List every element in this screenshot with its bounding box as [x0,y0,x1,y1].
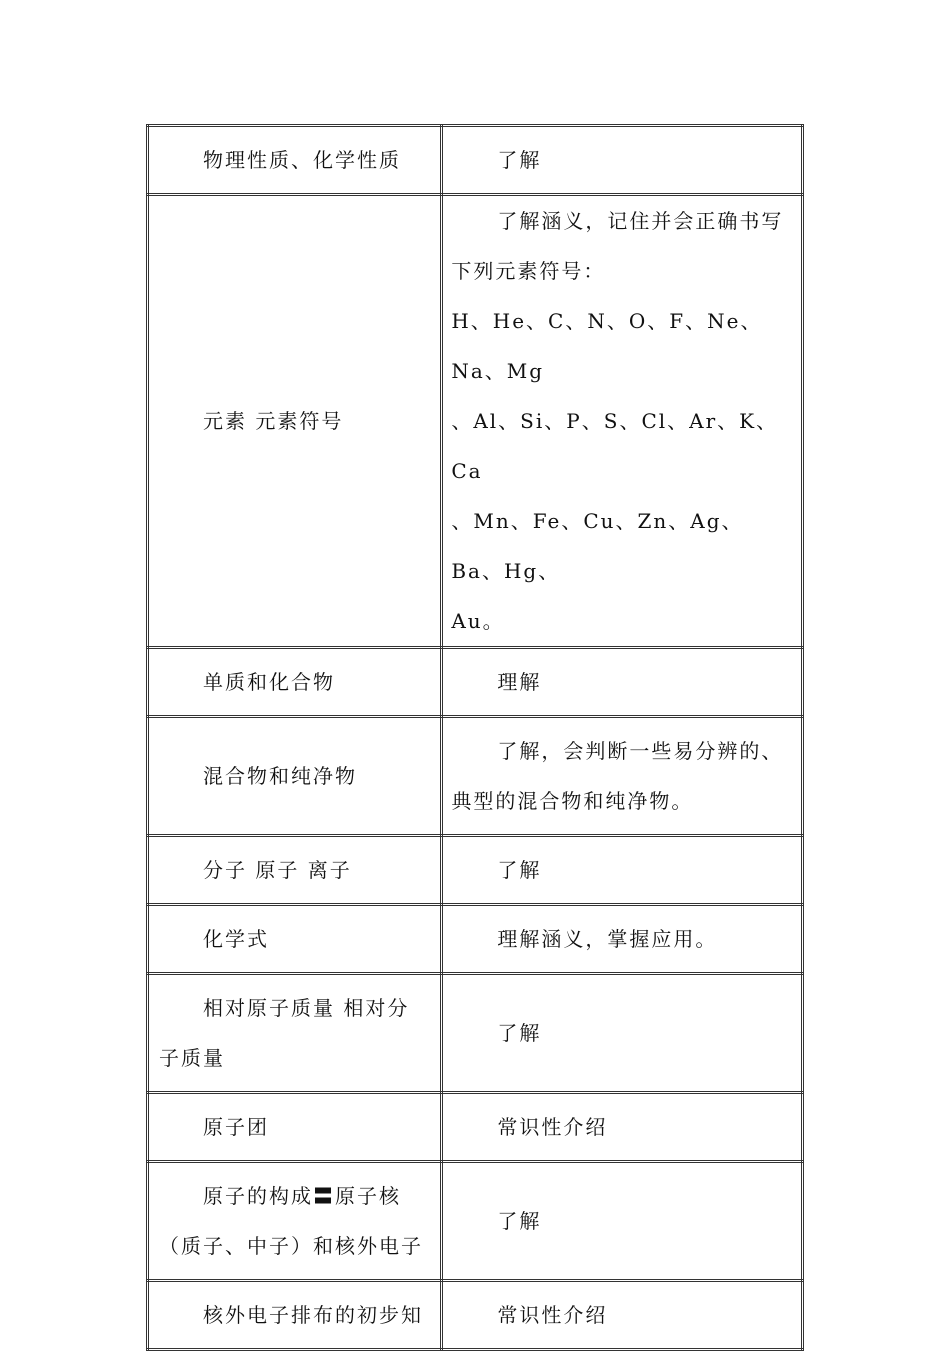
knowledge-requirements-table [146,124,804,1351]
requirement-text: 理解 [497,670,542,694]
table-row [148,195,803,648]
term-text: 原子团 [203,1115,269,1139]
requirement-cell [442,1093,803,1162]
table-row [148,905,803,974]
term-text: 核外电子排布的初步知 [203,1303,423,1327]
term-cell [148,126,442,195]
table-row [148,648,803,717]
requirement-text: 了解 [497,858,542,882]
term-cell [148,905,442,974]
requirement-text: 理解涵义，掌握应用。 [497,927,718,951]
table-row [148,974,803,1093]
term-cell [148,974,442,1093]
term-cell [148,1162,442,1281]
requirement-text: 了解，会判断一些易分辨的、典型的混合物和纯净物。 [451,739,784,813]
requirement-cell [442,974,803,1093]
requirement-text: 了解 [497,1021,542,1045]
element-symbols-line: 、Mn、Fe、Cu、Zn、Ag、Ba、Hg、 [451,509,744,583]
requirement-cell [442,1281,803,1350]
table-row [148,1281,803,1350]
term-cell [148,648,442,717]
requirement-cell [442,195,803,648]
requirement-text: 了解 [497,1209,542,1233]
term-text: 原子的构成〓原子核（质子、中子）和核外电子 [159,1184,423,1258]
requirement-text: 了解涵义，记住并会正确书写下列元素符号： [451,209,784,283]
requirement-cell [442,1162,803,1281]
element-symbols-line: H、He、C、N、O、F、Ne、Na、Mg [451,309,763,383]
element-symbols-line: 、Al、Si、P、S、Cl、Ar、K、Ca [451,409,779,483]
term-cell [148,717,442,836]
table-row [148,1093,803,1162]
requirement-cell [442,126,803,195]
requirement-text: 了解 [497,148,542,172]
term-cell [148,1093,442,1162]
requirement-cell [442,905,803,974]
term-text: 分子 原子 离子 [203,858,352,882]
term-cell [148,836,442,905]
requirement-cell [442,648,803,717]
table-row [148,1162,803,1281]
element-symbols [443,296,801,646]
requirement-text: 常识性介绍 [497,1115,608,1139]
table-row [148,717,803,836]
term-text: 化学式 [203,927,269,951]
term-text: 物理性质、化学性质 [203,148,401,172]
requirement-cell [442,717,803,836]
requirement-text: 常识性介绍 [497,1303,608,1327]
requirement-cell [442,836,803,905]
table-row [148,836,803,905]
term-text: 单质和化合物 [203,670,335,694]
term-cell [148,195,442,648]
term-text: 相对原子质量 相对分子质量 [159,996,410,1070]
term-text: 混合物和纯净物 [203,764,357,788]
table-row [148,126,803,195]
element-symbols-line: Au。 [451,609,505,633]
term-cell [148,1281,442,1350]
term-text: 元素 元素符号 [203,409,344,433]
